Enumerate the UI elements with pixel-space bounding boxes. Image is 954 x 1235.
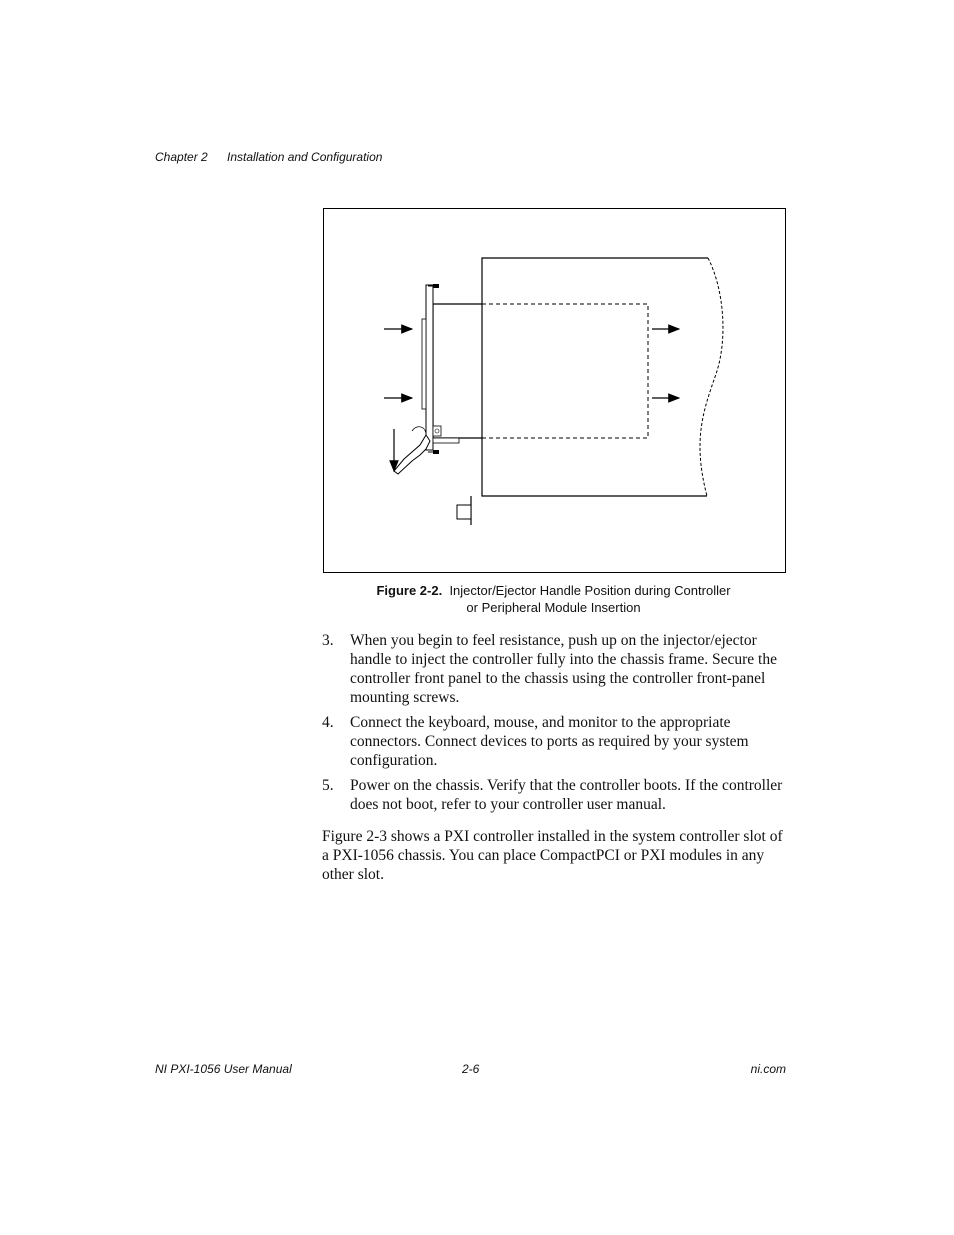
ejector-handle <box>394 435 430 474</box>
caption-line-1: Injector/Ejector Handle Position during Controller <box>449 583 731 598</box>
step-text: Power on the chassis. Verify that the controller boots. If the controller does not boot, refer to your controller user manual. <box>350 777 783 813</box>
running-footer <box>155 1062 786 1078</box>
chapter-label: Chapter 2 <box>155 150 208 164</box>
list-item <box>322 776 787 814</box>
figure-illustration <box>323 208 786 573</box>
list-item <box>322 631 787 707</box>
step-number: 5. <box>322 777 334 794</box>
bottom-screw <box>428 450 439 454</box>
figure-label: Figure 2-2. <box>376 583 443 598</box>
running-header <box>155 150 383 164</box>
caption-line-2: or Peripheral Module Insertion <box>466 600 641 615</box>
step-text: Connect the keyboard, mouse, and monitor to the appropriate connectors. Connect devices to ports as required by your system configuration. <box>350 714 749 769</box>
chassis-cut-edge <box>700 258 723 496</box>
chapter-title: Installation and Configuration <box>227 150 383 164</box>
chassis-frame <box>482 258 708 496</box>
body-paragraph: Figure 2-3 shows a PXI controller installed in the system controller slot of a PXI-1056 chassis. You can place CompactPCI or PXI modules in any other slot. <box>322 828 783 883</box>
module-board <box>433 304 482 438</box>
module-insertion-diagram <box>324 209 785 572</box>
list-item <box>322 713 787 770</box>
front-panel <box>426 285 433 450</box>
module-inside-outline <box>482 304 648 438</box>
manual-title: NI PXI-1056 User Manual <box>155 1062 292 1076</box>
website-link: ni.com <box>750 1062 786 1076</box>
installation-steps <box>322 631 787 820</box>
step-number: 4. <box>322 714 334 731</box>
figure-caption <box>323 582 784 616</box>
step-text: When you begin to feel resistance, push up on the injector/ejector handle to inject the controller fully into the chassis frame. Secure the controller front panel to the chassis using the controller front-panel mounting screws. <box>350 632 777 706</box>
step-number: 3. <box>322 632 334 649</box>
guide-rail <box>433 438 459 443</box>
page-number: 2-6 <box>462 1062 480 1076</box>
